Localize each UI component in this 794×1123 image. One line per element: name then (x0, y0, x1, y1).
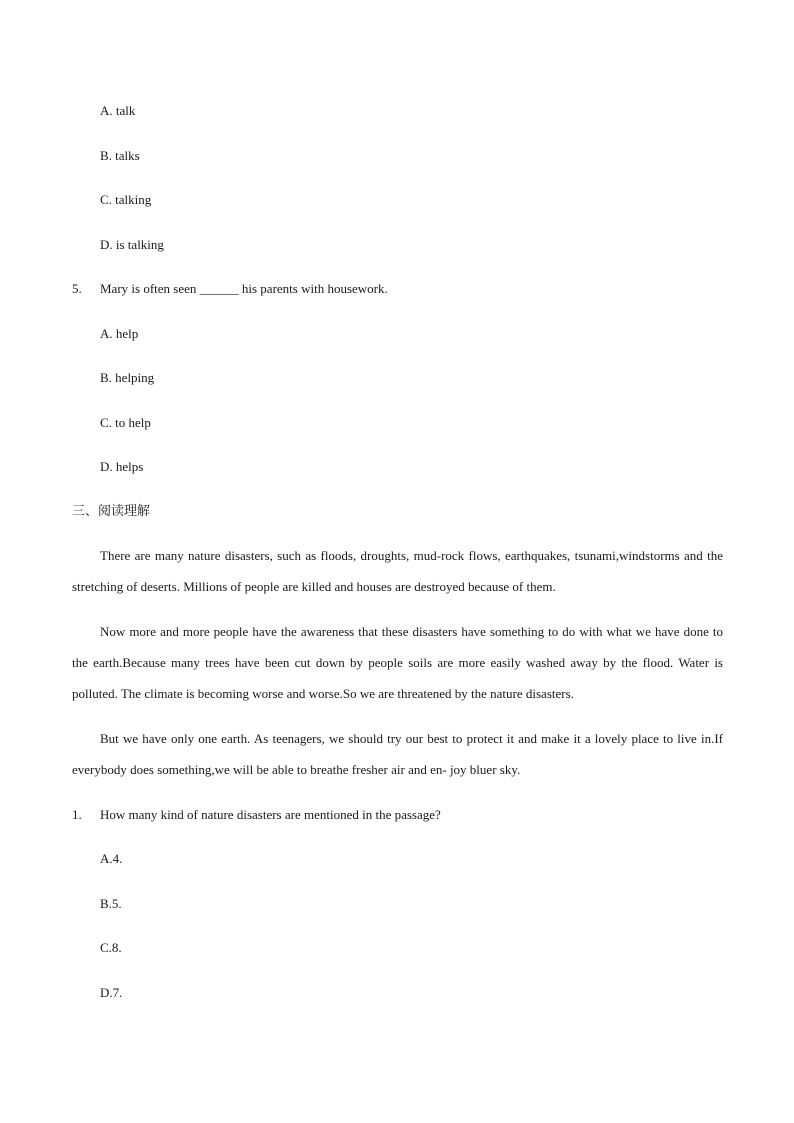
q4-option-a: A. talk (100, 103, 136, 118)
passage-paragraph-3: But we have only one earth. As teenagers, we should try our best to protect it and make it a lovely place to live in.If everybody does something,we will be able to breathe fresher air and en- joy bluer sky. (72, 731, 723, 777)
passage-paragraph-1: There are many nature disasters, such as floods, droughts, mud-rock flows, earthquakes, tsunami,windstorms and the stretching of deserts. Millions of people are killed and houses are destroyed because of them. (72, 548, 723, 594)
q5-option-c: C. to help (100, 415, 151, 430)
q5-option-a: A. help (100, 326, 139, 341)
rq1-option-d: D.7. (100, 985, 123, 1000)
rq1-option-a: A.4. (100, 851, 123, 866)
section-title: 三、阅读理解 (72, 504, 151, 519)
q4-option-d: D. is talking (100, 237, 164, 252)
q4-option-c: C. talking (100, 192, 152, 207)
rq1-number: 1. (72, 807, 82, 822)
q5-option-b: B. helping (100, 370, 155, 385)
q5-number: 5. (72, 281, 82, 296)
q4-option-b: B. talks (100, 148, 140, 163)
q5-text: Mary is often seen ______ his parents with housework. (100, 281, 388, 296)
q5-option-d: D. helps (100, 459, 144, 474)
rq1-option-b: B.5. (100, 896, 122, 911)
rq1-option-c: C.8. (100, 940, 122, 955)
rq1-text: How many kind of nature disasters are mentioned in the passage? (100, 807, 441, 822)
passage-paragraph-2: Now more and more people have the awareness that these disasters have something to do with what we have done to the earth.Because many trees have been cut down by people soils are more easily washed away by the flood. Water is polluted. The climate is becoming worse and worse.So we are threatened by the nature disasters. (72, 624, 723, 701)
